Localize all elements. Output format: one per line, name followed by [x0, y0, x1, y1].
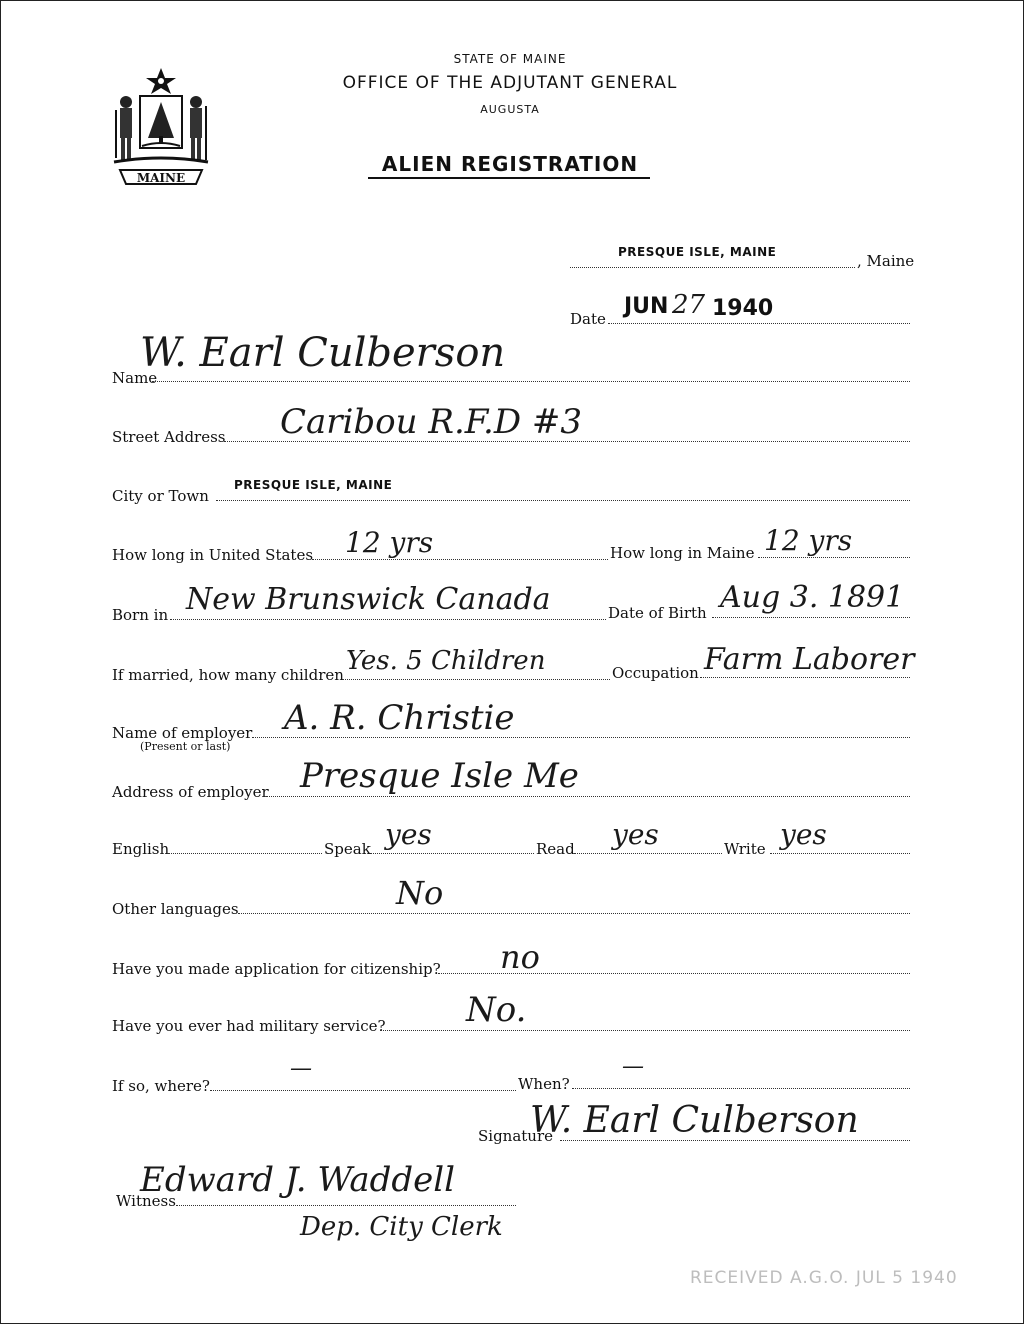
born-in-label: Born in — [112, 606, 169, 624]
speak-line — [370, 853, 534, 854]
city-town-label: City or Town — [112, 487, 209, 505]
date-of-birth-line — [712, 617, 910, 618]
header-state: STATE OF MAINE — [453, 52, 567, 66]
city-town-value: PRESQUE ISLE, MAINE — [234, 478, 393, 492]
speak-value: yes — [385, 818, 432, 851]
write-value: yes — [780, 818, 827, 851]
street-address-label: Street Address — [112, 428, 226, 446]
date-stamp-month: JUN — [624, 294, 669, 319]
street-address-value: Caribou R.F.D #3 — [280, 402, 583, 442]
where-line — [210, 1090, 516, 1091]
date-line — [608, 323, 910, 324]
date-of-birth-label: Date of Birth — [608, 604, 707, 622]
where-value: — — [290, 1056, 312, 1081]
header-city: AUGUSTA — [480, 103, 540, 116]
when-line — [572, 1088, 910, 1089]
citizenship-value: no — [500, 938, 540, 976]
witness-title: Dep. City Clerk — [300, 1212, 503, 1242]
how-long-maine-label: How long in Maine — [610, 544, 755, 562]
write-label: Write — [724, 840, 766, 858]
military-value: No. — [466, 990, 527, 1030]
how-long-us-label: How long in United States — [112, 546, 314, 564]
date-stamp-day: 27 — [672, 290, 706, 320]
write-line — [770, 853, 910, 854]
date-of-birth-value: Aug 3. 1891 — [720, 580, 905, 615]
other-languages-line — [238, 913, 910, 914]
occupation-value: Farm Laborer — [704, 642, 915, 677]
received-stamp: RECEIVED A.G.O. JUL 5 1940 — [690, 1268, 958, 1288]
where-label: If so, where? — [112, 1077, 210, 1095]
when-label: When? — [518, 1075, 570, 1093]
maine-state-seal-icon — [108, 66, 214, 188]
employer-name-value: A. R. Christie — [284, 698, 515, 738]
how-long-us-line — [312, 559, 608, 560]
title-underline — [368, 177, 650, 179]
city-town-line — [216, 500, 910, 501]
street-address-line — [224, 441, 910, 442]
name-label: Name — [112, 369, 158, 387]
military-label: Have you ever had military service? — [112, 1017, 386, 1035]
witness-value: Edward J. Waddell — [140, 1160, 456, 1200]
read-label: Read — [536, 840, 575, 858]
born-in-line — [170, 619, 606, 620]
employer-name-label: Name of employer — [112, 724, 253, 742]
children-value: Yes. 5 Children — [346, 646, 546, 676]
date-label: Date — [570, 310, 606, 328]
military-line — [380, 1030, 910, 1031]
employer-name-line — [252, 737, 910, 738]
name-line — [152, 381, 910, 382]
location-suffix: , Maine — [857, 252, 915, 270]
employer-name-sublabel: (Present or last) — [140, 740, 231, 753]
employer-address-label: Address of employer — [112, 783, 269, 801]
how-long-maine-line — [758, 557, 910, 558]
when-value: — — [622, 1054, 644, 1079]
read-line — [574, 853, 722, 854]
occupation-label: Occupation — [612, 664, 699, 682]
name-value: W. Earl Culberson — [140, 330, 506, 376]
english-label: English — [112, 840, 170, 858]
other-languages-label: Other languages — [112, 900, 239, 918]
other-languages-value: No — [396, 874, 444, 912]
occupation-line — [700, 677, 910, 678]
witness-line — [176, 1205, 516, 1206]
page-title: ALIEN REGISTRATION — [381, 152, 639, 176]
signature-label: Signature — [478, 1127, 554, 1145]
witness-label: Witness — [116, 1192, 176, 1210]
how-long-us-value: 12 yrs — [345, 526, 434, 559]
citizenship-label: Have you made application for citizenship? — [112, 960, 441, 978]
location-line — [570, 267, 855, 268]
children-label: If married, how many children — [112, 666, 344, 684]
employer-address-value: Presque Isle Me — [300, 756, 579, 796]
date-stamp-year: 1940 — [712, 296, 774, 321]
employer-address-line — [266, 796, 910, 797]
read-value: yes — [612, 818, 659, 851]
speak-label: Speak — [324, 840, 371, 858]
english-line — [168, 853, 322, 854]
born-in-value: New Brunswick Canada — [186, 582, 551, 617]
citizenship-line — [438, 973, 910, 974]
how-long-maine-value: 12 yrs — [764, 524, 853, 557]
svg-text:MAINE: MAINE — [136, 171, 186, 185]
header-office: OFFICE OF THE ADJUTANT GENERAL — [342, 73, 678, 93]
signature-line — [560, 1140, 910, 1141]
children-line — [342, 679, 610, 680]
location-stamp: PRESQUE ISLE, MAINE — [618, 245, 777, 259]
signature-value: W. Earl Culberson — [530, 1100, 859, 1141]
